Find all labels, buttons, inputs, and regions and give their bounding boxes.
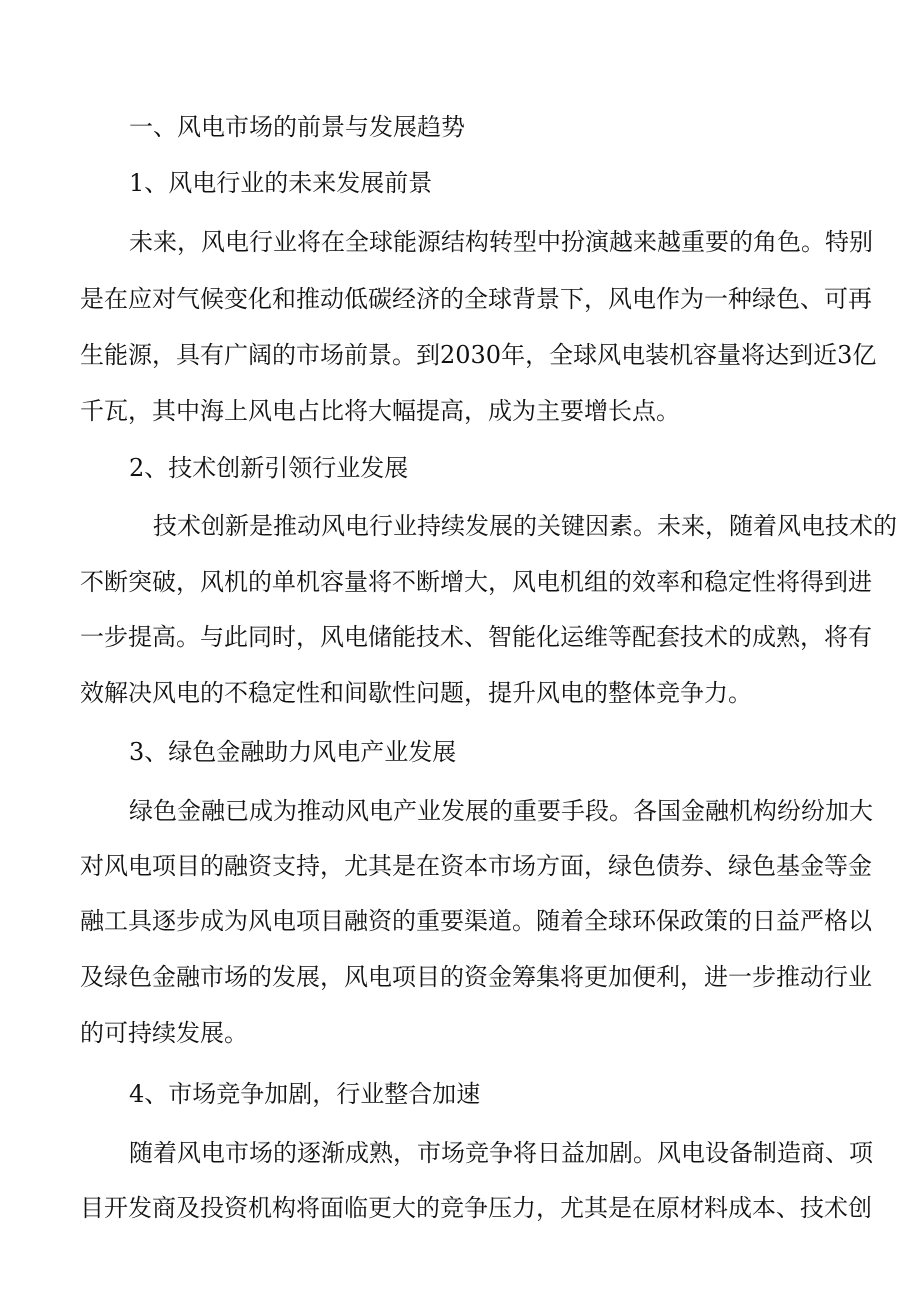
section-title: 一、风电市场的前景与发展趋势 <box>129 113 465 141</box>
paragraph-3-line-1: 绿色金融已成为推动风电产业发展的重要手段。各国金融机构纷纷加大 <box>129 797 873 825</box>
paragraph-1-line-1: 未来，风电行业将在全球能源结构转型中扮演越来越重要的角色。特别 <box>129 228 873 256</box>
paragraph-4-line-1: 随着风电市场的逐渐成熟，市场竞争将日益加剧。风电设备制造商、项 <box>129 1139 873 1167</box>
paragraph-1-line-2: 是在应对气候变化和推动低碳经济的全球背景下，风电作为一种绿色、可再 <box>80 285 872 313</box>
paragraph-2-line-1: 技术创新是推动风电行业持续发展的关键因素。未来，随着风电技术的 <box>153 512 897 540</box>
paragraph-4-line-2: 目开发商及投资机构将面临更大的竞争压力，尤其是在原材料成本、技术创 <box>80 1194 872 1222</box>
paragraph-1-line-3: 生能源，具有广阔的市场前景。到2030年，全球风电装机容量将达到近3亿 <box>80 341 877 369</box>
paragraph-3-line-5: 的可持续发展。 <box>80 1019 248 1047</box>
paragraph-3-line-4: 及绿色金融市场的发展，风电项目的资金筹集将更加便利，进一步推动行业 <box>80 963 872 991</box>
paragraph-3-line-3: 融工具逐步成为风电项目融资的重要渠道。随着全球环保政策的日益严格以 <box>80 907 872 935</box>
paragraph-1-line-4: 千瓦，其中海上风电占比将大幅提高，成为主要增长点。 <box>80 397 680 425</box>
paragraph-3-line-2: 对风电项目的融资支持，尤其是在资本市场方面，绿色债券、绿色基金等金 <box>80 852 872 880</box>
subsection-heading-4: 4、市场竞争加剧，行业整合加速 <box>129 1080 481 1108</box>
subsection-heading-2: 2、技术创新引领行业发展 <box>129 454 409 482</box>
subsection-heading-1: 1、风电行业的未来发展前景 <box>129 169 433 197</box>
paragraph-2-line-2: 不断突破，风机的单机容量将不断增大，风电机组的效率和稳定性将得到进 <box>80 568 872 596</box>
subsection-heading-3: 3、绿色金融助力风电产业发展 <box>129 738 457 766</box>
paragraph-2-line-3: 一步提高。与此同时，风电储能技术、智能化运维等配套技术的成熟，将有 <box>80 623 872 651</box>
paragraph-2-line-4: 效解决风电的不稳定性和间歇性问题，提升风电的整体竞争力。 <box>80 679 752 707</box>
